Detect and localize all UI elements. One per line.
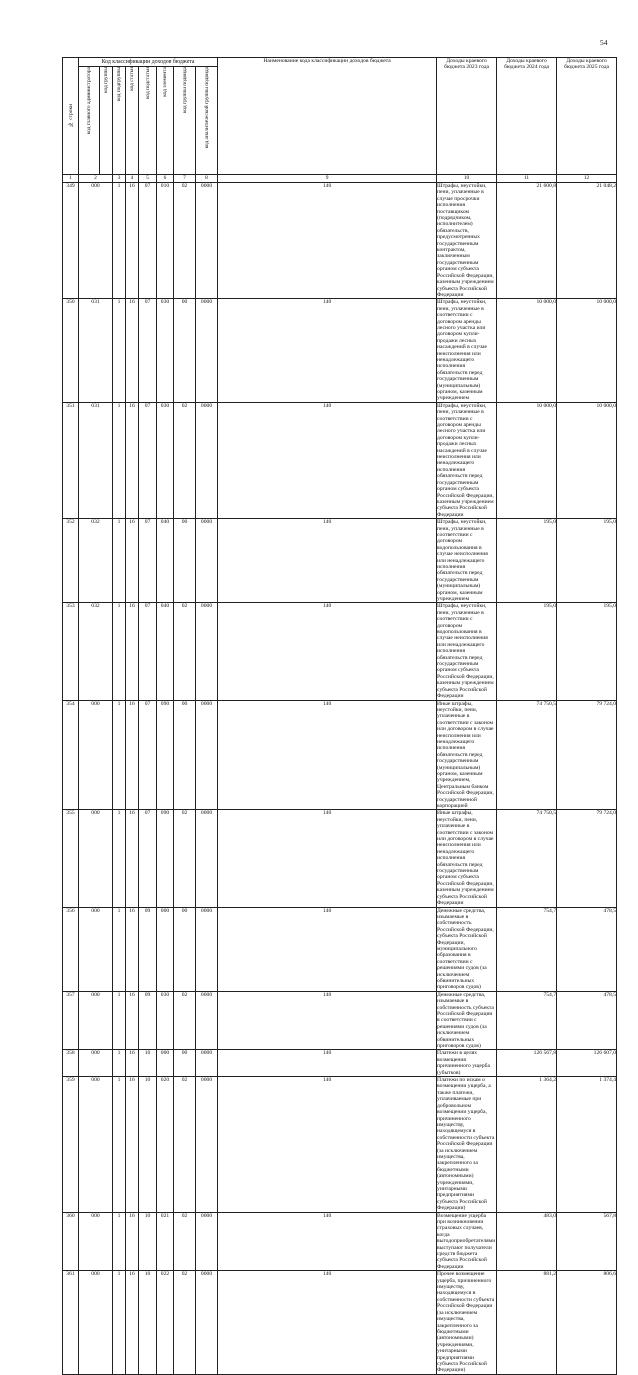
code-admin: 000	[79, 700, 113, 810]
header-income-2025: Доходы краевого бюджета 2025 года	[557, 58, 617, 175]
income-2024: 79 724,0	[557, 700, 617, 810]
row-number: 354	[63, 700, 79, 810]
code-admin: 031	[79, 402, 113, 518]
code-element: 02	[174, 1077, 196, 1213]
code-group: 1	[113, 1271, 126, 1375]
header-income-2023: Доходы краевого бюджета 2023 года	[437, 58, 497, 175]
income-2023: 10 000,0	[497, 402, 557, 518]
code-subarticle: 020	[157, 1077, 174, 1213]
income-2024: 1 374,4	[557, 1077, 617, 1213]
income-2024: 10 000,0	[557, 402, 617, 518]
income-2023: 21 600,8	[497, 183, 557, 299]
income-2023: 754,7	[497, 907, 557, 991]
table-row	[63, 1271, 617, 1375]
code-element: 00	[174, 299, 196, 403]
table-row	[63, 700, 617, 810]
table-row	[63, 402, 617, 518]
code-admin: 032	[79, 603, 113, 700]
code-subtype-group: 0000	[196, 700, 218, 810]
code-analytic-group: 140	[218, 299, 437, 403]
row-number: 357	[63, 991, 79, 1050]
income-2024: 478,5	[557, 991, 617, 1050]
code-element: 00	[174, 519, 196, 603]
column-number: 10	[437, 175, 497, 183]
table-row	[63, 299, 617, 403]
row-number: 353	[63, 603, 79, 700]
row-number: 358	[63, 1050, 79, 1077]
code-subarticle: 000	[157, 1050, 174, 1077]
code-subarticle: 030	[157, 402, 174, 518]
row-number: 352	[63, 519, 79, 603]
income-2024: 21 048,2	[557, 183, 617, 299]
income-2024: 10 000,0	[557, 299, 617, 403]
code-subarticle: 030	[157, 991, 174, 1050]
table-row	[63, 1212, 617, 1271]
row-number: 351	[63, 402, 79, 518]
row-number: 349	[63, 183, 79, 299]
code-group: 1	[113, 907, 126, 991]
code-group: 1	[113, 603, 126, 700]
code-subarticle: 000	[157, 907, 174, 991]
code-admin: 032	[79, 519, 113, 603]
code-article: 10	[139, 1271, 157, 1375]
code-subarticle: 090	[157, 700, 174, 810]
income-2023: 754,7	[497, 991, 557, 1050]
code-admin: 031	[79, 299, 113, 403]
income-name: Штрафы, неустойки, пени, уплаченные в соответствии с договором аренды лесного участка или договором купли-продажи лесных насаждений в случае неисполнения или ненадлежащего исполнения обязательств перед государственным (муниципальным) органом, казенным учреждением	[437, 299, 497, 403]
code-subgroup: 16	[126, 183, 139, 299]
code-element: 02	[174, 603, 196, 700]
code-admin: 000	[79, 1077, 113, 1213]
income-name: Штрафы, неустойки, пени, уплаченные в соответствии с договором водопользования в случае неисполнения или ненадлежащего исполнения обязательств перед государственным (муниципальным) органом, казенным учреждением	[437, 519, 497, 603]
income-name: Штрафы, неустойки, пени, уплаченные в случае просрочки исполнения поставщиком (подрядчиком, исполнителем) обязательств, предусмотренных государственным контрактом, заключенным государственным органом субъекта Российской Федерации, казенным учреждением субъекта Российской Федерации	[437, 183, 497, 299]
row-number: 356	[63, 907, 79, 991]
code-subtype-group: 0000	[196, 1077, 218, 1213]
income-name: Штрафы, неустойки, пени, уплаченные в соответствии с договором аренды лесного участка или договором купли-продажи лесных насаждений в случае неисполнения или ненадлежащего исполнения обязательств перед государственным органом субъекта Российской Федерации, казенным учреждением субъекта Российской Федерации	[437, 402, 497, 518]
table-row	[63, 907, 617, 991]
row-number: 360	[63, 1212, 79, 1271]
table-row	[63, 1050, 617, 1077]
code-subarticle: 090	[157, 810, 174, 907]
header-code-group: Код классификации доходов бюджета	[79, 58, 218, 67]
income-2024: 478,5	[557, 907, 617, 991]
income-name: Штрафы, неустойки, пени, уплаченные в соответствии с договором водопользования в случае неисполнения или ненадлежащего исполнения обязательств перед государственным органом субъекта Российской Федерации, казенным учреждением субъекта Российской Федерации	[437, 603, 497, 700]
code-admin: 000	[79, 1050, 113, 1077]
header-code-analytic-group: код аналитической группы подвида	[196, 67, 218, 175]
code-subtype-group: 0000	[196, 183, 218, 299]
code-subtype-group: 0000	[196, 519, 218, 603]
income-name: Денежные средства, изымаемые в собственность Российской Федерации, субъекта Российской Федерации, муниципального образования в соответствии с решениями судов (за исключением обвинительных приговоров судов)	[437, 907, 497, 991]
code-subgroup: 16	[126, 1212, 139, 1271]
table-row	[63, 810, 617, 907]
column-number: 1	[63, 175, 79, 183]
code-subarticle: 040	[157, 519, 174, 603]
code-element: 02	[174, 402, 196, 518]
code-analytic-group: 140	[218, 603, 437, 700]
column-number: 11	[497, 175, 557, 183]
income-2023: 1 364,2	[497, 1077, 557, 1213]
row-number: 350	[63, 299, 79, 403]
code-article: 07	[139, 810, 157, 907]
code-analytic-group: 140	[218, 991, 437, 1050]
code-subarticle: 010	[157, 183, 174, 299]
code-subgroup: 16	[126, 299, 139, 403]
header-code-subgroup: код подгруппы	[113, 67, 126, 175]
income-2024: 195,0	[557, 519, 617, 603]
header-code-subarticle: код подстатьи	[139, 67, 157, 175]
column-number: 7	[174, 175, 196, 183]
code-element: 02	[174, 991, 196, 1050]
header-income-2024: Доходы краевого бюджета 2024 года	[497, 58, 557, 175]
code-analytic-group: 140	[218, 183, 437, 299]
code-subtype-group: 0000	[196, 1050, 218, 1077]
code-admin: 000	[79, 991, 113, 1050]
code-subarticle: 021	[157, 1212, 174, 1271]
table-row	[63, 1077, 617, 1213]
code-analytic-group: 140	[218, 1212, 437, 1271]
column-number: 3	[113, 175, 126, 183]
code-article: 07	[139, 402, 157, 518]
code-analytic-group: 140	[218, 1271, 437, 1375]
code-element: 02	[174, 183, 196, 299]
code-subtype-group: 0000	[196, 810, 218, 907]
income-2023: 126 567,8	[497, 1050, 557, 1077]
income-name: Платежи по искам о возмещении ущерба, а также платежи, уплачиваемые при добровольном возмещении ущерба, причиненного имуществу, находящемуся в собственности субъекта Российской Федерации (за исключением имущества, закрепленного за бюджетными (автономными) учреждениями, унитарными предприятиями субъекта Российской Федерации)	[437, 1077, 497, 1213]
code-group: 1	[113, 519, 126, 603]
code-subgroup: 16	[126, 1077, 139, 1213]
income-2023: 74 750,5	[497, 810, 557, 907]
row-number: 355	[63, 810, 79, 907]
row-number: 359	[63, 1077, 79, 1213]
code-article: 10	[139, 1077, 157, 1213]
table-row	[63, 183, 617, 299]
row-number: 361	[63, 1271, 79, 1375]
code-analytic-group: 140	[218, 810, 437, 907]
code-analytic-group: 140	[218, 700, 437, 810]
page-number: 54	[600, 38, 608, 47]
header-code-group-col: код группы	[100, 67, 113, 175]
code-group: 1	[113, 1077, 126, 1213]
income-name: Платежи в целях возмещения причиненного ущерба (убытков)	[437, 1050, 497, 1077]
code-subarticle: 040	[157, 603, 174, 700]
code-subgroup: 16	[126, 907, 139, 991]
code-group: 1	[113, 1212, 126, 1271]
code-element: 02	[174, 810, 196, 907]
code-element: 00	[174, 907, 196, 991]
code-article: 09	[139, 991, 157, 1050]
header-code-article: код статьи	[126, 67, 139, 175]
code-subgroup: 16	[126, 519, 139, 603]
header-code-element: код элемента	[157, 67, 174, 175]
code-subgroup: 16	[126, 1050, 139, 1077]
code-subgroup: 16	[126, 991, 139, 1050]
code-subarticle: 030	[157, 299, 174, 403]
income-name: Прочее возмещение ущерба, причиненного имуществу, находящемуся в собственности субъекта Российской Федерации (за исключением имущества, закрепленного за бюджетными (автономными) учреждениями, унитарными предприятиями субъекта Российской Федерации)	[437, 1271, 497, 1375]
code-subtype-group: 0000	[196, 299, 218, 403]
code-group: 1	[113, 402, 126, 518]
code-article: 09	[139, 907, 157, 991]
code-subtype-group: 0000	[196, 907, 218, 991]
code-group: 1	[113, 183, 126, 299]
income-2024: 126 607,0	[557, 1050, 617, 1077]
code-admin: 000	[79, 183, 113, 299]
column-number: 12	[557, 175, 617, 183]
code-element: 02	[174, 1212, 196, 1271]
code-admin: 000	[79, 907, 113, 991]
income-name: Возмещение ущерба при возникновении страховых случаев, когда выгодоприобретателями выступают получатели средств бюджета субъекта Российской Федерации	[437, 1212, 496, 1270]
code-analytic-group: 140	[218, 519, 437, 603]
code-article: 07	[139, 603, 157, 700]
code-article: 07	[139, 700, 157, 810]
code-article: 07	[139, 299, 157, 403]
header-row-number: № строки	[63, 58, 79, 175]
code-analytic-group: 140	[218, 1050, 437, 1077]
code-admin: 000	[79, 810, 113, 907]
income-classification-table	[62, 57, 617, 1375]
income-2024: 567,8	[557, 1212, 617, 1271]
code-subgroup: 16	[126, 810, 139, 907]
income-2023: 881,2	[497, 1271, 557, 1375]
column-number: 2	[79, 175, 113, 183]
income-name: Иные штрафы, неустойки, пени, уплаченные в соответствии с законом или договором в случае неисполнения или ненадлежащего исполнения обязательств перед государственным (муниципальным) органом, казенным учреждением, Центральным банком Российской Федерации, государственной корпорацией	[437, 700, 497, 810]
code-subtype-group: 0000	[196, 603, 218, 700]
income-2024: 195,0	[557, 603, 617, 700]
column-number: 8	[196, 175, 218, 183]
table-row	[63, 991, 617, 1050]
code-group: 1	[113, 299, 126, 403]
table-row	[63, 519, 617, 603]
code-element: 00	[174, 700, 196, 810]
table-row	[63, 603, 617, 700]
code-subtype-group: 0000	[196, 402, 218, 518]
code-subgroup: 16	[126, 700, 139, 810]
column-number: 9	[218, 175, 437, 183]
column-number: 6	[157, 175, 174, 183]
code-admin: 000	[79, 1212, 113, 1271]
code-subtype-group: 0000	[196, 1212, 218, 1271]
header-code-admin: код главного администратора	[79, 67, 100, 175]
code-subgroup: 16	[126, 603, 139, 700]
income-2023: 74 750,5	[497, 700, 557, 810]
income-name: Денежные средства, изымаемые в собственность субъекта Российской Федерации в соответствии с решениями судов (за исключением обвинительных приговоров судов)	[437, 991, 497, 1050]
income-2023: 483,0	[497, 1212, 557, 1271]
code-article: 10	[139, 1212, 157, 1271]
code-admin: 000	[79, 1271, 113, 1375]
code-group: 1	[113, 810, 126, 907]
code-analytic-group: 140	[218, 402, 437, 518]
code-group: 1	[113, 1050, 126, 1077]
code-subgroup: 16	[126, 1271, 139, 1375]
header-code-subtype-group: код группы подвида	[174, 67, 196, 175]
column-numbers-row	[63, 175, 617, 183]
code-article: 07	[139, 183, 157, 299]
code-subtype-group: 0000	[196, 1271, 218, 1375]
code-subarticle: 022	[157, 1271, 174, 1375]
income-2023: 195,0	[497, 603, 557, 700]
column-number: 5	[139, 175, 157, 183]
column-number: 4	[126, 175, 139, 183]
code-group: 1	[113, 991, 126, 1050]
code-analytic-group: 140	[218, 907, 437, 991]
income-2024: 806,6	[557, 1271, 617, 1375]
code-subgroup: 16	[126, 402, 139, 518]
income-2024: 79 724,0	[557, 810, 617, 907]
code-article: 10	[139, 1050, 157, 1077]
code-analytic-group: 140	[218, 1077, 437, 1213]
code-article: 07	[139, 519, 157, 603]
header-name: Наименование кода классификации доходов бюджета	[218, 58, 437, 175]
code-element: 02	[174, 1271, 196, 1375]
code-element: 00	[174, 1050, 196, 1077]
code-group: 1	[113, 700, 126, 810]
income-name: Иные штрафы, неустойки, пени, уплаченные в соответствии с законом или договором в случае неисполнения или ненадлежащего исполнения обязательств перед государственным органом субъекта Российской Федерации, казенным учреждением субъекта Российской Федерации	[437, 810, 497, 907]
income-2023: 195,0	[497, 519, 557, 603]
code-subtype-group: 0000	[196, 991, 218, 1050]
income-2023: 10 000,0	[497, 299, 557, 403]
